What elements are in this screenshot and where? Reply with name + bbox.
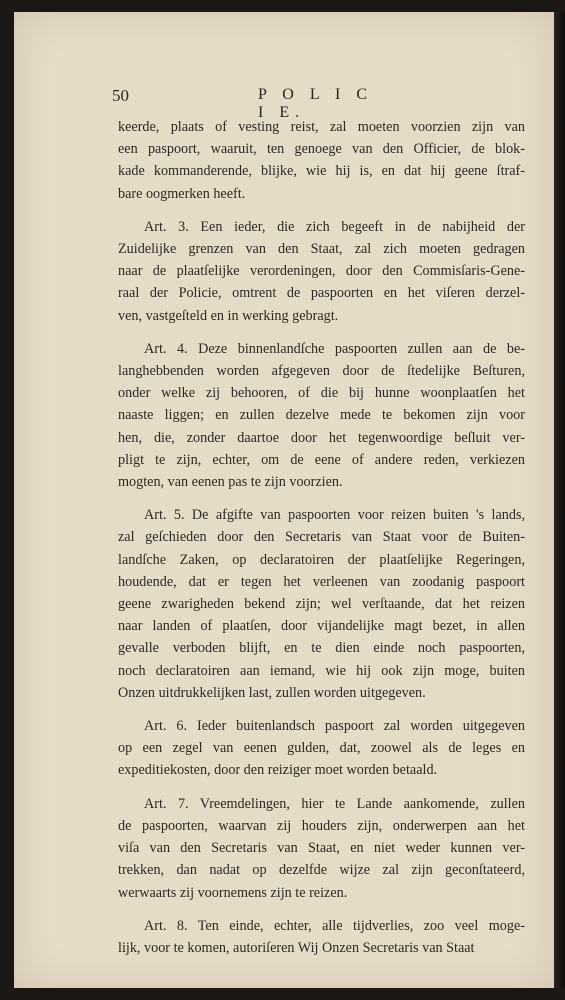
text-line: Art. 7. Vreemdelingen, hier te Lande aankomende, zullen — [144, 795, 525, 812]
text-line: Onzen uitdrukkelijken last, zullen worden uitgegeven. — [118, 684, 426, 701]
page-header — [112, 86, 392, 121]
text-line: Art. 5. De afgifte van paspoorten voor reizen buiten 's lands, — [144, 507, 525, 524]
text-line: ven, vastgeſteld en in werking gebragt. — [118, 307, 339, 324]
text-line: naar landen of plaatſen, door vijandelijke magt bezet, in allen — [118, 618, 525, 635]
running-title: P O L I C I E. — [258, 86, 374, 121]
text-line: geene zwarigheden bekend zijn; wel verſtaande, dat het reizen — [118, 596, 525, 613]
text-line: bare oogmerken heeft. — [118, 185, 246, 202]
page-number: 50 — [112, 86, 129, 105]
text-line: houdende, dat er tegen het verleenen van zoodanig paspoort — [118, 573, 525, 590]
text-line: pligt te zijn, echter, om de eene of andere reden, verkiezen — [118, 451, 525, 468]
text-line: expeditiekosten, door den reiziger moet worden betaald. — [118, 762, 438, 779]
text-line: trekken, dan nadat op dezelfde wijze zal zijn geconſtateerd, — [118, 862, 525, 879]
text-line: viſa van den Secretaris van Staat, en niet weder kunnen ver- — [118, 840, 525, 857]
text-line: hen, die, zonder daartoe door het tegenwoordige beſluit ver- — [118, 429, 525, 446]
text-line: lijk, voor te komen, autoriſeren Wij Onzen Secretaris van Staat — [118, 939, 475, 956]
text-line: een paspoort, waaruit, ten genoege van den Officier, de blok- — [118, 141, 525, 158]
text-line: gevalle verboden blijft, en te dien einde noch paspoorten, — [118, 640, 525, 657]
paragraph — [118, 338, 525, 493]
text-line: de paspoorten, waarvan zij houders zijn, onderwerpen aan het — [118, 817, 525, 834]
paragraph — [118, 504, 525, 704]
text-line: naar de plaatſelijke verordeningen, door den Commisſaris-Gene- — [118, 263, 525, 280]
text-line: op een zegel van eenen gulden, dat, zoowel als de leges en — [118, 740, 525, 757]
text-line: onder welke zij behooren, of die bij hunne woonplaatſen het — [118, 385, 525, 402]
text-line: raal der Policie, omtrent de paspoorten en het viſeren derzel- — [118, 285, 525, 302]
paragraph — [118, 793, 525, 904]
text-line: Zuidelijke grenzen van den Staat, zal zich moeten gedragen — [118, 241, 525, 258]
text-line: Art. 6. Ieder buitenlandsch paspoort zal worden uitgegeven — [144, 718, 525, 735]
paragraph — [118, 216, 525, 327]
text-line: landſche Zaken, op declaratoiren der plaatſelijke Regeringen, — [118, 551, 525, 568]
body-text — [118, 116, 525, 970]
text-line: noch declaratoiren aan iemand, wie hij ook zijn moge, buiten — [118, 662, 525, 679]
paragraph — [118, 715, 525, 782]
text-line: werwaarts zij voornemens zijn te reizen. — [118, 884, 348, 901]
paragraph — [118, 116, 525, 205]
text-line: langhebbenden worden afgegeven door de ſtedelijke Beſturen, — [118, 363, 525, 380]
paragraph — [118, 915, 525, 959]
text-line: Art. 8. Ten einde, echter, alle tijdverlies, zoo veel moge- — [144, 917, 525, 934]
text-line: Art. 4. Deze binnenlandſche paspoorten zullen aan de be- — [144, 340, 525, 357]
text-line: naaste liggen; en zullen dezelve mede te bekomen zijn voor — [118, 407, 525, 424]
text-line: mogten, van eenen pas te zijn voorzien. — [118, 474, 343, 491]
text-line: Art. 3. Een ieder, die zich begeeft in de nabijheid der — [144, 218, 525, 235]
text-line: kade kommanderende, blijke, wie hij is, en dat hij geene ſtraf- — [118, 163, 525, 180]
text-line: keerde, plaats of vesting reist, zal moeten voorzien zijn van — [118, 119, 525, 135]
page-edge-shadow — [554, 12, 565, 988]
text-line: zal geſchieden door den Secretaris van Staat voor de Buiten- — [118, 529, 525, 546]
